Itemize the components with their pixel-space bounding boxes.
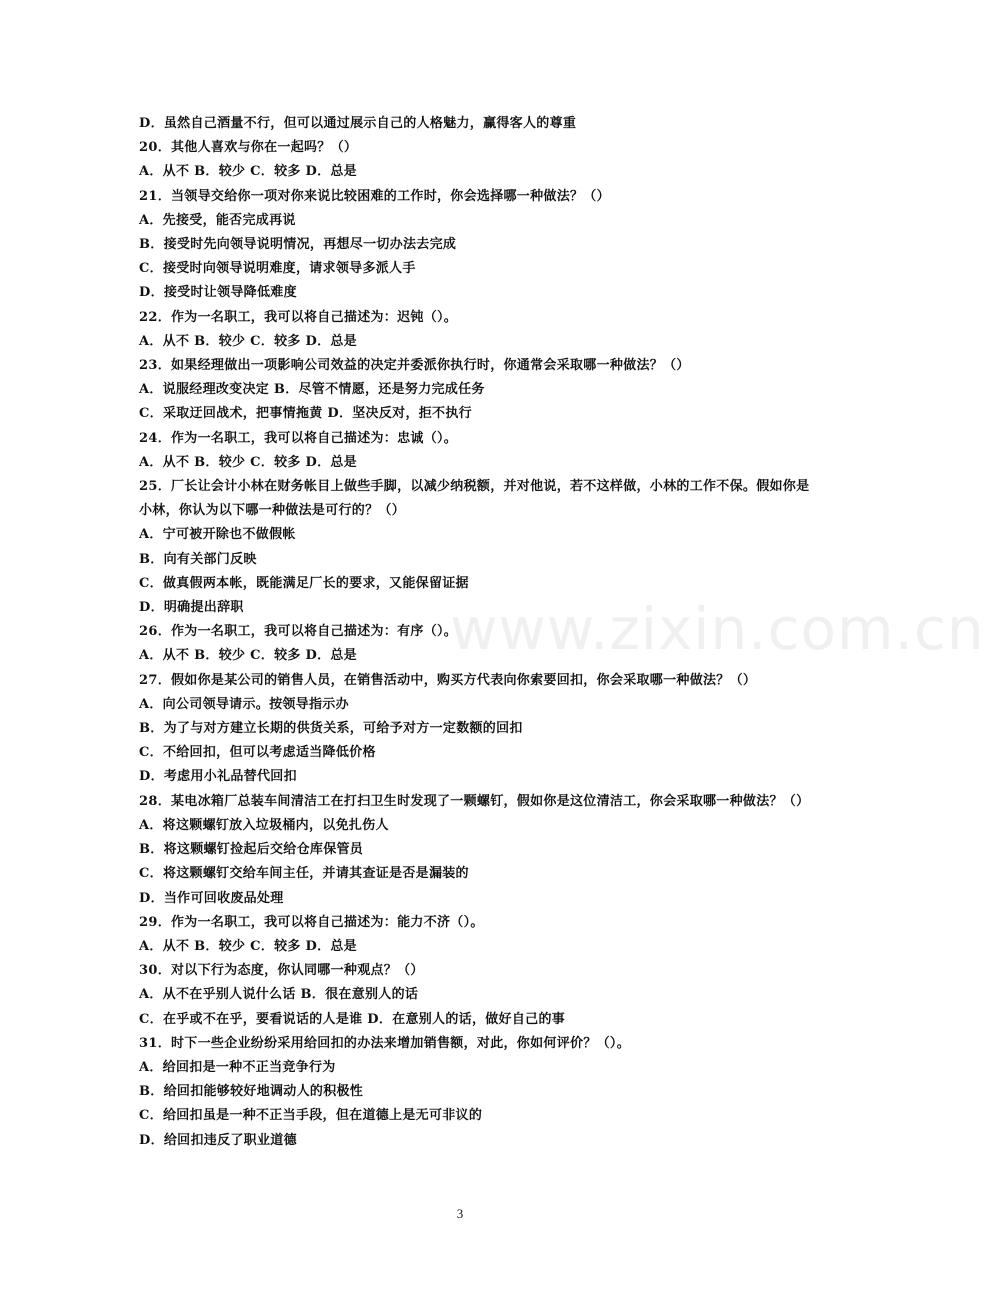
question-line: 30．对以下行为态度，你认同哪一种观点？（）: [139, 963, 424, 979]
option-line: B．给回扣能够较好地调动人的积极性: [139, 1084, 364, 1100]
text-line: D．虽然自己酒量不行，但可以通过展示自己的人格魅力，赢得客人的尊重: [139, 116, 577, 131]
option-line: D．当作可回收废品处理: [139, 890, 284, 906]
options-line: C．在乎或不在乎，要看说话的人是谁 D．在意别人的话，做好自己的事: [139, 1011, 566, 1027]
question-line: 29．作为一名职工，我可以将自己描述为：能力不济（）。: [139, 914, 484, 930]
options-line: A．从不 B．较少 C．较多 D．总是: [139, 333, 357, 349]
option-line: A．先接受，能否完成再说: [139, 212, 296, 228]
option-line: D．明确提出辞职: [139, 600, 244, 616]
question-line: 25．厂长让会计小林在财务帐目上做些手脚，以减少纳税额，并对他说，若不这样做，小林的工作不保。假如你是小林，你认为以下哪一种做法是可行的？（）: [139, 479, 810, 519]
watermark: www.zixin.com.cn: [450, 595, 985, 663]
options-line: A．说服经理改变决定 B．尽管不情愿，还是努力完成任务: [139, 382, 485, 398]
option-line: A．将这颗螺钉放入垃圾桶内，以免扎伤人: [139, 817, 389, 833]
option-line: D．接受时让领导降低难度: [139, 285, 297, 301]
option-line: C．给回扣虽是一种不正当手段，但在道德上是无可非议的: [139, 1108, 483, 1124]
option-line: B．接受时先向领导说明情况，再想尽一切办法去完成: [139, 237, 457, 253]
question-line: 22．作为一名职工，我可以将自己描述为：迟钝（）。: [139, 309, 458, 325]
option-line: C．做真假两本帐，既能满足厂长的要求，又能保留证据: [139, 575, 469, 591]
options-line: A．从不在乎别人说什么话 B．很在意别人的话: [139, 987, 419, 1003]
option-line: D．考虑用小礼品替代回扣: [139, 769, 297, 785]
options-line: C．采取迂回战术，把事情拖黄 D．坚决反对，拒不执行: [139, 406, 472, 422]
option-line: A．宁可被开除也不做假帐: [139, 527, 296, 543]
option-line: D．给回扣违反了职业道德: [139, 1132, 297, 1148]
options-line: A．从不 B．较少 C．较多 D．总是: [139, 454, 357, 470]
options-line: A．从不 B．较少 C．较多 D．总是: [139, 648, 357, 664]
option-line: C．不给回扣，但可以考虑适当降低价格: [139, 745, 376, 761]
question-line: 27．假如你是某公司的销售人员，在销售活动中，购买方代表向你索要回扣，你会采取哪一种做法？（）: [139, 672, 757, 688]
option-line: B．将这颗螺钉捡起后交给仓库保管员: [139, 842, 364, 858]
question-line: 24．作为一名职工，我可以将自己描述为：忠诚（）。: [139, 430, 458, 446]
option-line: B．向有关部门反映: [139, 551, 257, 567]
options-line: A．从不 B．较少 C．较多 D．总是: [139, 164, 357, 180]
option-line: C．将这颗螺钉交给车间主任，并请其查证是否是漏装的: [139, 866, 469, 882]
option-line: A．向公司领导请示。按领导指示办: [139, 696, 349, 712]
page-number: 3: [456, 1206, 464, 1221]
question-line: 26．作为一名职工，我可以将自己描述为：有序（）。: [139, 624, 458, 640]
option-line: C．接受时向领导说明难度，请求领导多派人手: [139, 261, 416, 277]
option-line: A．给回扣是一种不正当竞争行为: [139, 1059, 336, 1075]
question-line: 21．当领导交给你一项对你来说比较困难的工作时，你会选择哪一种做法？（）: [139, 188, 610, 204]
option-line: B．为了与对方建立长期的供货关系，可给予对方一定数额的回扣: [139, 721, 523, 737]
question-line: 31．时下一些企业纷纷采用给回扣的办法来增加销售额，对此，你如何评价？（）。: [139, 1035, 630, 1051]
options-line: A．从不 B．较少 C．较多 D．总是: [139, 938, 357, 954]
document-body: [139, 112, 819, 1153]
question-line: 28．某电冰箱厂总装车间清洁工在打扫卫生时发现了一颗螺钉，假如你是这位清洁工，你会采取哪一种做法？（）: [139, 793, 810, 809]
question-line: 23．如果经理做出一项影响公司效益的决定并委派你执行时，你通常会采取哪一种做法？（）: [139, 358, 690, 374]
question-line: 20．其他人喜欢与你在一起吗？（）: [139, 140, 358, 156]
